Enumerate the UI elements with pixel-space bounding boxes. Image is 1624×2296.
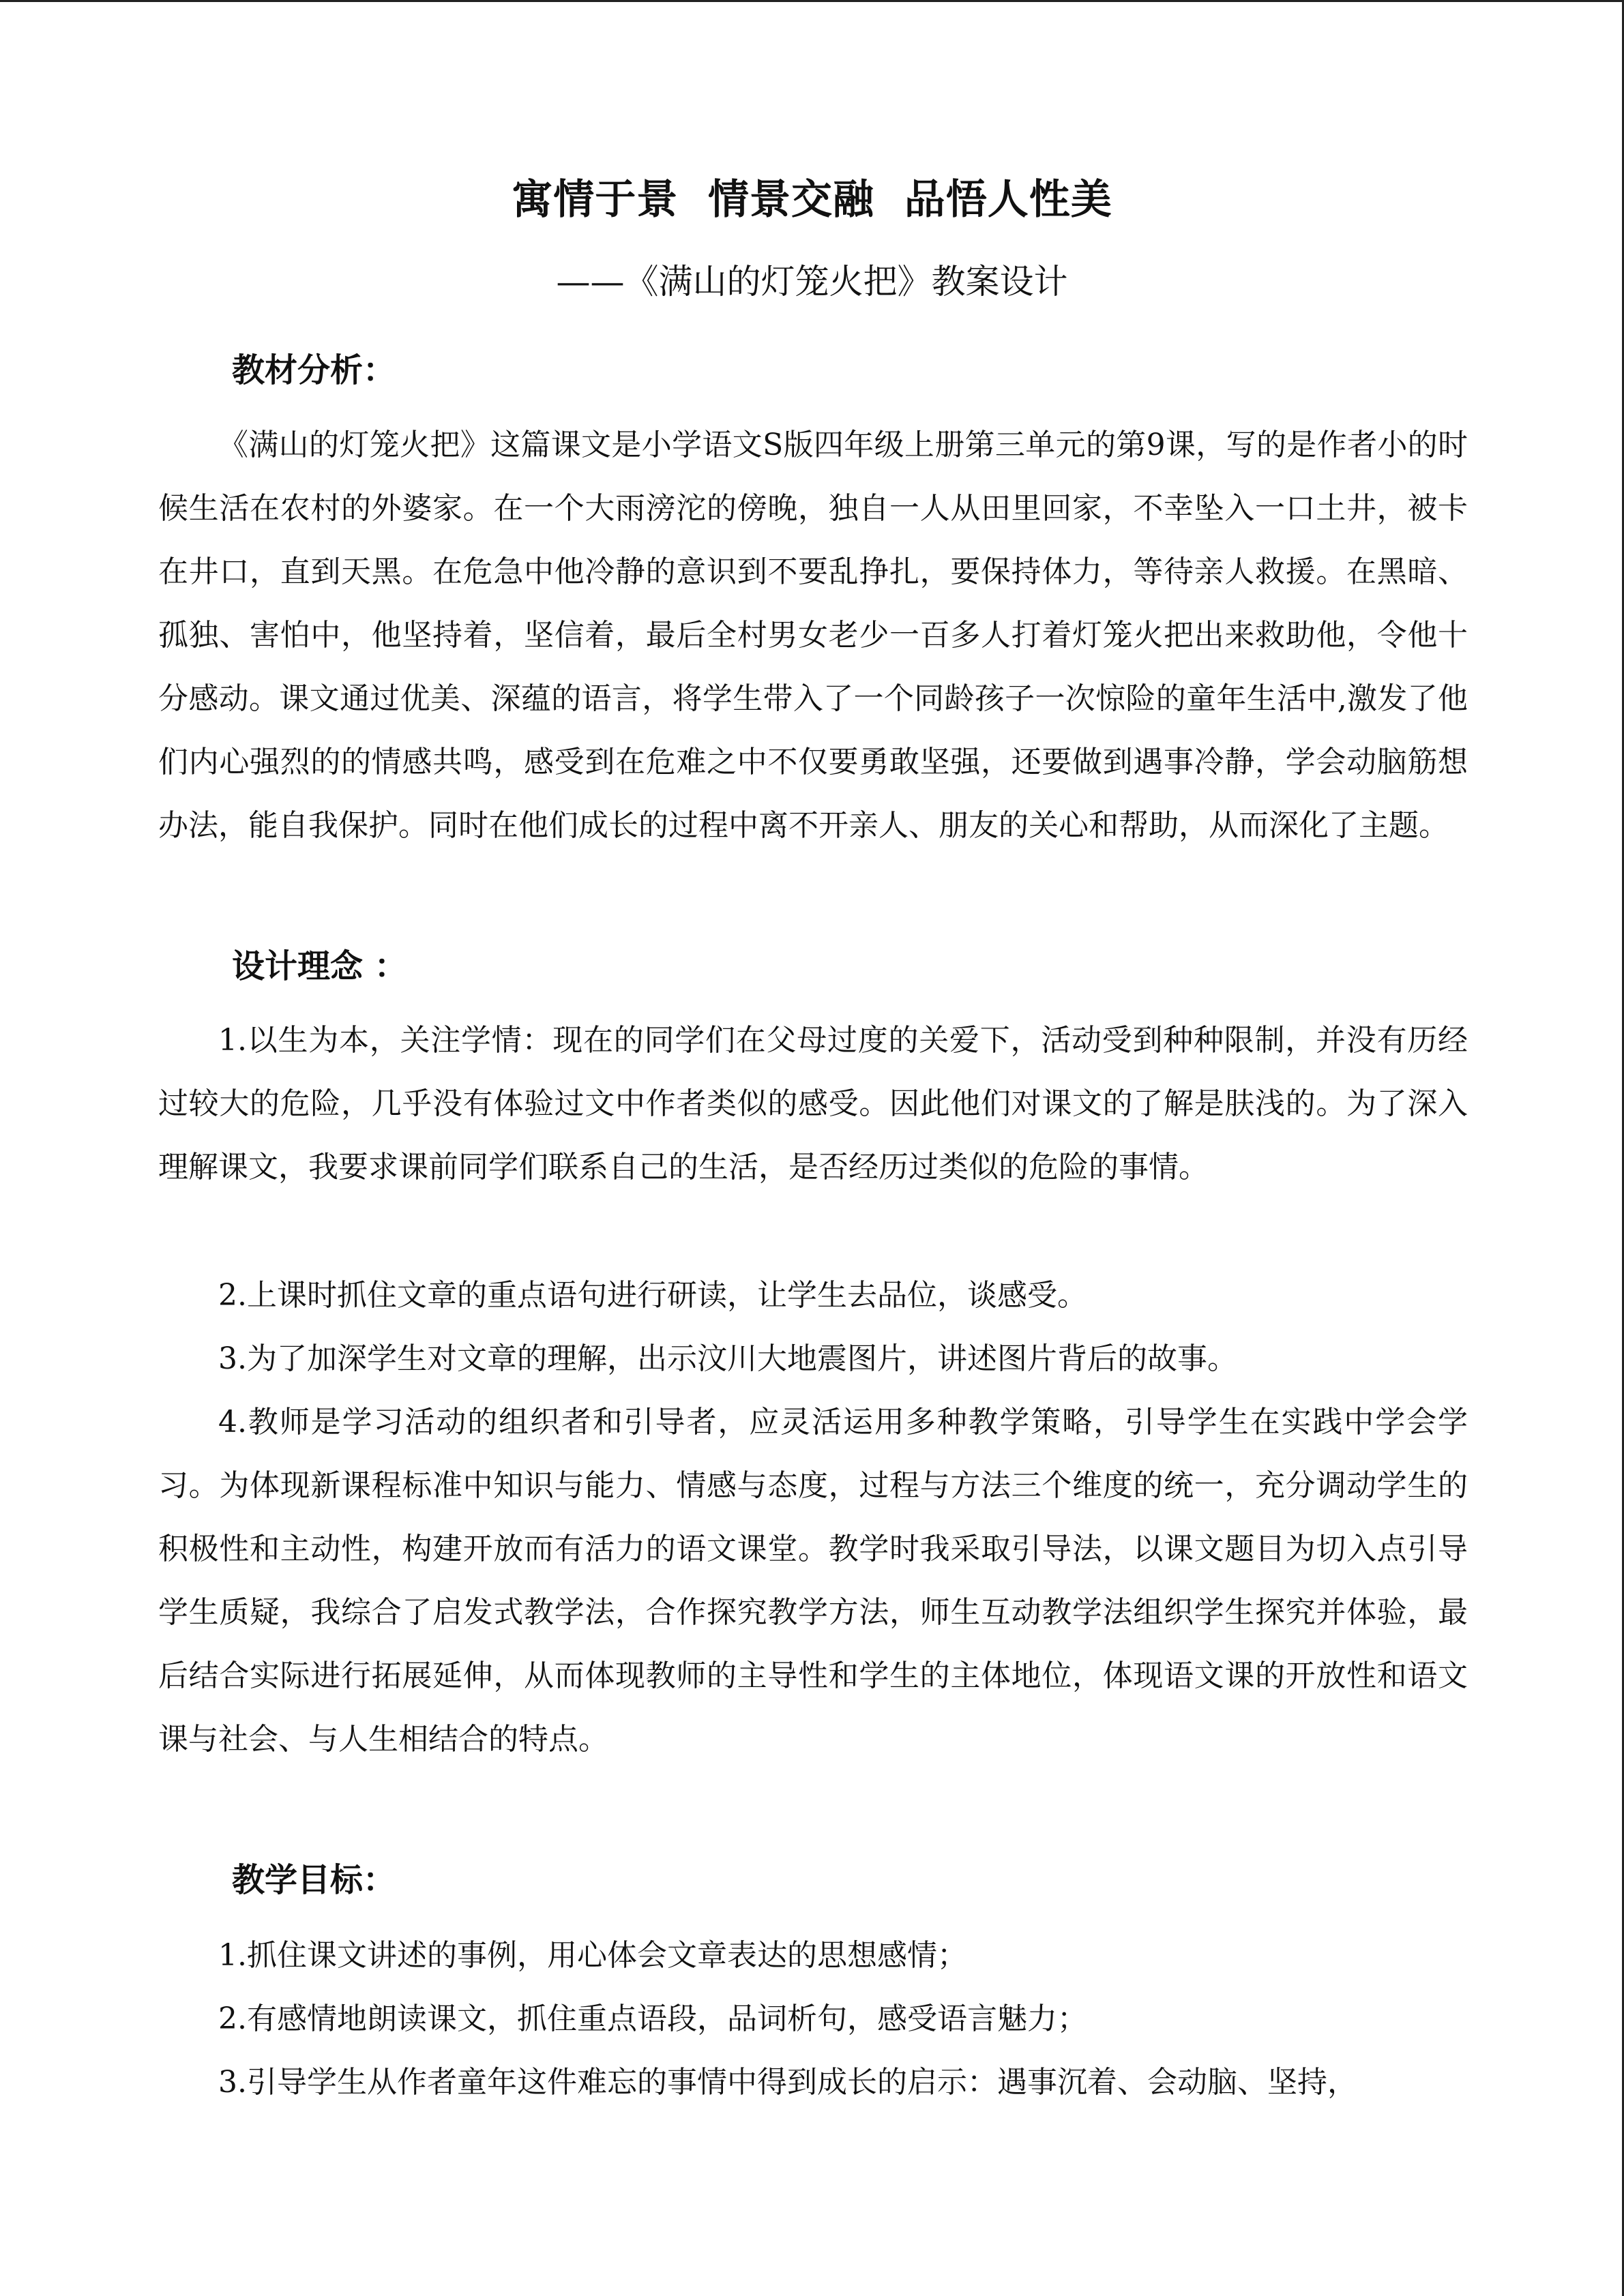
concept-item-1: 1.以生为本，关注学情：现在的同学们在父母过度的关爱下，活动受到种种限制，并没有历经过较大的危险，几乎没有体验过文中作者类似的感受。因此他们对课文的了解是肤浅的。为了深入理解课文，我要求课前同学们联系自己的生活，是否经历过类似的危险的事情。 — [158, 1023, 1468, 1184]
document-title: 寓情于景 情景交融 品悟人性美 — [512, 176, 1112, 224]
concept-item-3: 3.为了加深学生对文章的理解，出示汶川大地震图片，讲述图片背后的故事。 — [218, 1341, 1237, 1376]
goal-item-2: 2.有感情地朗读课文，抓住重点语段，品词析句，感受语言魅力； — [218, 2001, 1087, 2036]
concept-item-4: 4.教师是学习活动的组织者和引导者，应灵活运用多种教学策略，引导学生在实践中学会学习。为体现新课程标准中知识与能力、情感与态度，过程与方法三个维度的统一，充分调动学生的积极性和主动性，构建开放而有活力的语文课堂。教学时我采取引导法，以课文题目为切入点引导学生质疑，我综合了启发式教学法，合作探究教学方法，师生互动教学法组织学生探究并体验，最后结合实际进行拓展延伸，从而体现教师的主导性和学生的主体地位，体现语文课的开放性和语文课与社会、与人生相结合的特点。 — [158, 1405, 1468, 1757]
goal-item-1: 1.抓住课文讲述的事例，用心体会文章表达的思想感情； — [218, 1938, 967, 1973]
goal-item-3: 3.引导学生从作者童年这件难忘的事情中得到成长的启示：遇事沉着、会动脑、坚持， — [218, 2065, 1357, 2100]
concept-item-2: 2.上课时抓住文章的重点语句进行研读，让学生去品位，谈感受。 — [218, 1278, 1087, 1313]
section-heading-analysis: 教材分析： — [232, 351, 396, 389]
document-subtitle: ——《满山的灯笼火把》教案设计 — [556, 262, 1068, 301]
section-heading-goals: 教学目标： — [232, 1861, 396, 1899]
section-heading-concept: 设计理念 ： — [232, 947, 407, 985]
paragraph-analysis: 《满山的灯笼火把》这篇课文是小学语文S版四年级上册第三单元的第9课，写的是作者小的时候生活在农村的外婆家。在一个大雨滂沱的傍晚，独自一人从田里回家，不幸坠入一口土井，被卡在井口，直到天黑。在危急中他冷静的意识到不要乱挣扎，要保持体力，等待亲人救援。在黑暗、孤独、害怕中，他坚持着，坚信着，最后全村男女老少一百多人打着灯笼火把出来救助他，令他十分感动。课文通过优美、深蕴的语言，将学生带入了一个同龄孩子一次惊险的童年生活中,激发了他们内心强烈的的情感共鸣，感受到在危难之中不仅要勇敢坚强，还要做到遇事冷静，学会动脑筋想办法，能自我保护。同时在他们成长的过程中离不开亲人、朋友的关心和帮助，从而深化了主题。 — [158, 428, 1468, 843]
